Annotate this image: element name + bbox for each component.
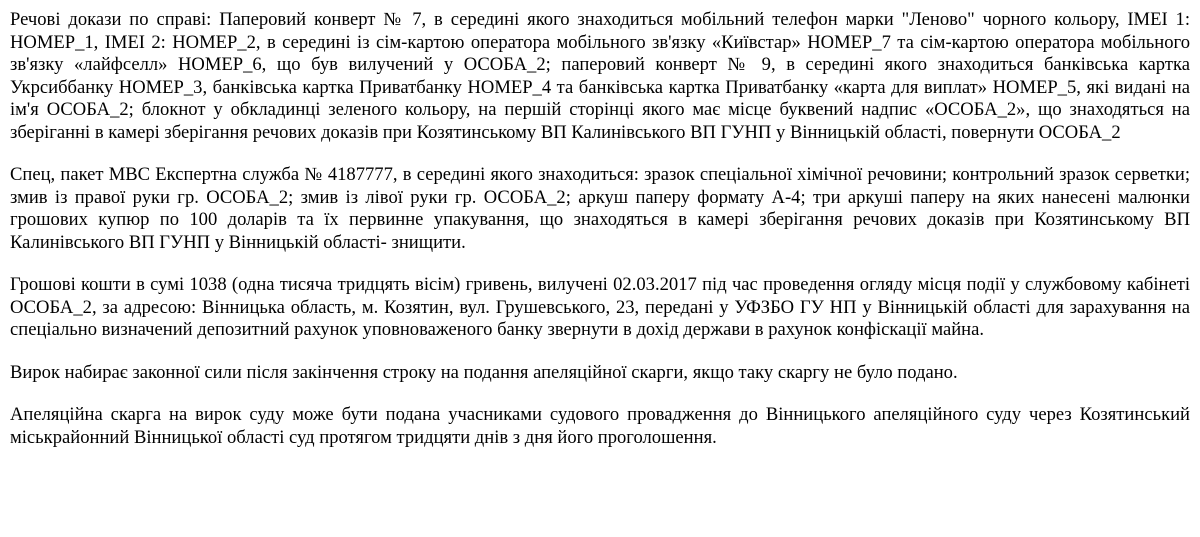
paragraph-appeal-info: Апеляційна скарга на вирок суду може бути подана учасниками судового провадження до Вінницького апеляційного суду через Козятинський міськрайонний Вінницької області суд протягом тридцяти днів з дня його проголошення.: [10, 404, 1190, 448]
paragraph-evidence-destroy: Спец, пакет МВС Експертна служба № 4187777, в середині якого знаходиться: зразок спеціальної хімічної речовини; контрольний зразок серветки; змив із правої руки гр. ОСОБА_2; змив із лівої руки гр. ОСОБА_2; аркуш паперу формату А-4; три аркуші паперу на яких нанесені малюнки грошових купюр по 100 доларів та їх первинне упакування, що знаходяться в камері зберігання речових доказів при Козятинському ВП Калинівського ВП ГУНП у Вінницькій області- знищити.: [10, 164, 1190, 253]
paragraph-verdict-effect: Вирок набирає законної сили після закінчення строку на подання апеляційної скарги, якщо таку скаргу не було подано.: [10, 361, 958, 383]
paragraph-evidence-return: Речові докази по справі: Паперовий конверт № 7, в середині якого знаходиться мобільний телефон марки "Леново" чорного кольору, IMEI 1: НОМЕР_1, IMEI 2: НОМЕР_2, в середині із сім-картою оператора мобільного зв'язку «Київстар» НОМЕР_7 та сім-картою оператора мобільного зв'язку «лайфселл» НОМЕР_6, що був вилучений у ОСОБА_2; паперовий конверт № 9, в середині якого знаходиться банківська картка Укрсиббанку НОМЕР_3, банківська картка Приватбанку НОМЕР_4 та банківська картка Приватбанку «карта для виплат» НОМЕР_5, які видані на ім'я ОСОБА_2; блокнот у обкладинці зеленого кольору, на першій сторінці якого має місце буквений надпис «ОСОБА_2», що знаходяться на зберіганні в камері зберігання речових доказів при Козятинському ВП Калинівського ВП ГУНП у Вінницькій області, повернути ОСОБА_2: [10, 9, 1190, 143]
paragraph-money-confiscation: Грошові кошти в сумі 1038 (одна тисяча тридцять вісім) гривень, вилучені 02.03.2017 під час проведення огляду місця події у службовому кабінеті ОСОБА_2, за адресою: Вінницька область, м. Козятин, вул. Грушевського, 23, передані у УФЗБО ГУ НП у Вінницькій області для зарахування на спеціально визначений депозитний рахунок уповноваженого банку звернути в дохід держави в рахунок конфіскації майна.: [10, 274, 1190, 340]
